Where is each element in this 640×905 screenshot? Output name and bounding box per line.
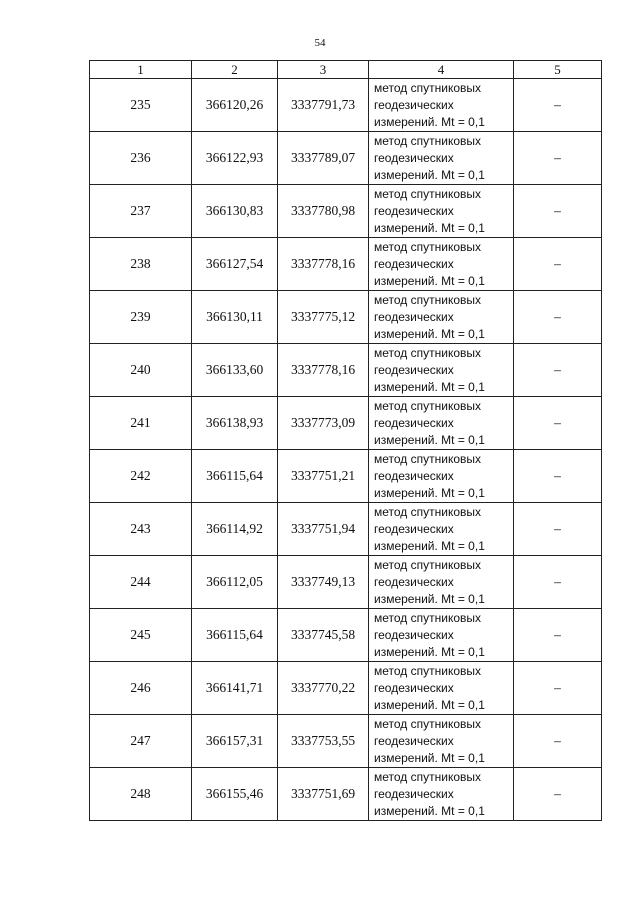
method-text-line: измерений. Mt = 0,1 <box>374 326 485 341</box>
column-header-4: 4 <box>369 61 514 79</box>
column-5-cell: – <box>514 503 602 556</box>
method-text-line: измерений. Mt = 0,1 <box>374 220 485 235</box>
method-text-line: метод спутниковых <box>374 239 482 254</box>
column-5-cell: – <box>514 556 602 609</box>
y-coordinate-cell: 3337745,58 <box>278 609 369 662</box>
y-coordinate-cell: 3337751,21 <box>278 450 369 503</box>
point-number-cell: 235 <box>90 79 192 132</box>
coordinates-table <box>89 60 602 821</box>
method-cell <box>369 556 514 609</box>
x-coordinate-cell: 366141,71 <box>192 662 278 715</box>
x-coordinate-cell: 366112,05 <box>192 556 278 609</box>
method-text-line: метод спутниковых <box>374 292 482 307</box>
column-5-cell: – <box>514 397 602 450</box>
method-text-line: метод спутниковых <box>374 663 482 678</box>
x-coordinate-cell: 366133,60 <box>192 344 278 397</box>
method-text-line: метод спутниковых <box>374 133 482 148</box>
x-coordinate-cell: 366115,64 <box>192 450 278 503</box>
y-coordinate-cell: 3337778,16 <box>278 344 369 397</box>
method-text-line: измерений. Mt = 0,1 <box>374 432 485 447</box>
point-number-cell: 243 <box>90 503 192 556</box>
column-5-cell: – <box>514 662 602 715</box>
y-coordinate-cell: 3337770,22 <box>278 662 369 715</box>
point-number-cell: 244 <box>90 556 192 609</box>
method-text-line: измерений. Mt = 0,1 <box>374 485 485 500</box>
point-number-cell: 238 <box>90 238 192 291</box>
method-text-line: метод спутниковых <box>374 716 482 731</box>
column-5-cell: – <box>514 715 602 768</box>
x-coordinate-cell: 366130,83 <box>192 185 278 238</box>
method-text-line: измерений. Mt = 0,1 <box>374 750 485 765</box>
table-row <box>90 768 602 821</box>
method-text-line: геодезических <box>374 150 454 165</box>
y-coordinate-cell: 3337778,16 <box>278 238 369 291</box>
point-number-cell: 247 <box>90 715 192 768</box>
column-5-cell: – <box>514 291 602 344</box>
table-row <box>90 238 602 291</box>
point-number-cell: 246 <box>90 662 192 715</box>
method-text-line: измерений. Mt = 0,1 <box>374 697 485 712</box>
y-coordinate-cell: 3337749,13 <box>278 556 369 609</box>
table-row <box>90 662 602 715</box>
column-5-cell: – <box>514 450 602 503</box>
point-number-cell: 241 <box>90 397 192 450</box>
method-text-line: геодезических <box>374 415 454 430</box>
point-number-cell: 240 <box>90 344 192 397</box>
table-body <box>90 79 602 821</box>
method-cell <box>369 79 514 132</box>
column-5-cell: – <box>514 768 602 821</box>
table-row <box>90 503 602 556</box>
method-text-line: измерений. Mt = 0,1 <box>374 273 485 288</box>
method-text-line: геодезических <box>374 680 454 695</box>
method-text-line: геодезических <box>374 627 454 642</box>
method-text-line: измерений. Mt = 0,1 <box>374 644 485 659</box>
point-number-cell: 242 <box>90 450 192 503</box>
method-cell <box>369 185 514 238</box>
column-header-5: 5 <box>514 61 602 79</box>
x-coordinate-cell: 366115,64 <box>192 609 278 662</box>
method-cell <box>369 450 514 503</box>
method-text-line: геодезических <box>374 97 454 112</box>
method-text-line: метод спутниковых <box>374 345 482 360</box>
y-coordinate-cell: 3337753,55 <box>278 715 369 768</box>
table-row <box>90 185 602 238</box>
method-text-line: метод спутниковых <box>374 80 482 95</box>
method-text-line: измерений. Mt = 0,1 <box>374 114 485 129</box>
y-coordinate-cell: 3337773,09 <box>278 397 369 450</box>
table-header-row <box>90 61 602 79</box>
method-text-line: измерений. Mt = 0,1 <box>374 591 485 606</box>
method-text-line: измерений. Mt = 0,1 <box>374 538 485 553</box>
page-number: 54 <box>314 37 326 49</box>
point-number-cell: 236 <box>90 132 192 185</box>
y-coordinate-cell: 3337791,73 <box>278 79 369 132</box>
method-cell <box>369 238 514 291</box>
column-5-cell: – <box>514 185 602 238</box>
x-coordinate-cell: 366157,31 <box>192 715 278 768</box>
method-text-line: геодезических <box>374 521 454 536</box>
point-number-cell: 245 <box>90 609 192 662</box>
method-cell <box>369 609 514 662</box>
method-text-line: геодезических <box>374 362 454 377</box>
y-coordinate-cell: 3337751,94 <box>278 503 369 556</box>
column-header-1: 1 <box>90 61 192 79</box>
method-text-line: измерений. Mt = 0,1 <box>374 167 485 182</box>
method-text-line: геодезических <box>374 256 454 271</box>
method-text-line: геодезических <box>374 786 454 801</box>
method-cell <box>369 662 514 715</box>
point-number-cell: 239 <box>90 291 192 344</box>
method-cell <box>369 397 514 450</box>
method-cell <box>369 503 514 556</box>
method-cell <box>369 291 514 344</box>
x-coordinate-cell: 366120,26 <box>192 79 278 132</box>
method-cell <box>369 132 514 185</box>
method-text-line: геодезических <box>374 468 454 483</box>
method-text-line: метод спутниковых <box>374 186 482 201</box>
x-coordinate-cell: 366114,92 <box>192 503 278 556</box>
column-header-2: 2 <box>192 61 278 79</box>
method-cell <box>369 344 514 397</box>
method-text-line: метод спутниковых <box>374 557 482 572</box>
table-row <box>90 397 602 450</box>
point-number-cell: 237 <box>90 185 192 238</box>
table-row <box>90 715 602 768</box>
x-coordinate-cell: 366155,46 <box>192 768 278 821</box>
table-row <box>90 344 602 397</box>
method-cell <box>369 768 514 821</box>
column-header-3: 3 <box>278 61 369 79</box>
table-row <box>90 450 602 503</box>
x-coordinate-cell: 366127,54 <box>192 238 278 291</box>
method-text-line: метод спутниковых <box>374 610 482 625</box>
column-5-cell: – <box>514 79 602 132</box>
table-row <box>90 556 602 609</box>
table-row <box>90 132 602 185</box>
method-text-line: метод спутниковых <box>374 451 482 466</box>
method-cell <box>369 715 514 768</box>
point-number-cell: 248 <box>90 768 192 821</box>
y-coordinate-cell: 3337751,69 <box>278 768 369 821</box>
method-text-line: геодезических <box>374 203 454 218</box>
method-text-line: метод спутниковых <box>374 769 482 784</box>
method-text-line: геодезических <box>374 733 454 748</box>
column-5-cell: – <box>514 238 602 291</box>
y-coordinate-cell: 3337780,98 <box>278 185 369 238</box>
y-coordinate-cell: 3337775,12 <box>278 291 369 344</box>
method-text-line: геодезических <box>374 309 454 324</box>
column-5-cell: – <box>514 609 602 662</box>
method-text-line: геодезических <box>374 574 454 589</box>
x-coordinate-cell: 366138,93 <box>192 397 278 450</box>
y-coordinate-cell: 3337789,07 <box>278 132 369 185</box>
method-text-line: измерений. Mt = 0,1 <box>374 803 485 818</box>
method-text-line: измерений. Mt = 0,1 <box>374 379 485 394</box>
x-coordinate-cell: 366122,93 <box>192 132 278 185</box>
table-row <box>90 291 602 344</box>
column-5-cell: – <box>514 344 602 397</box>
table-row <box>90 609 602 662</box>
column-5-cell: – <box>514 132 602 185</box>
method-text-line: метод спутниковых <box>374 504 482 519</box>
x-coordinate-cell: 366130,11 <box>192 291 278 344</box>
table-row <box>90 79 602 132</box>
method-text-line: метод спутниковых <box>374 398 482 413</box>
